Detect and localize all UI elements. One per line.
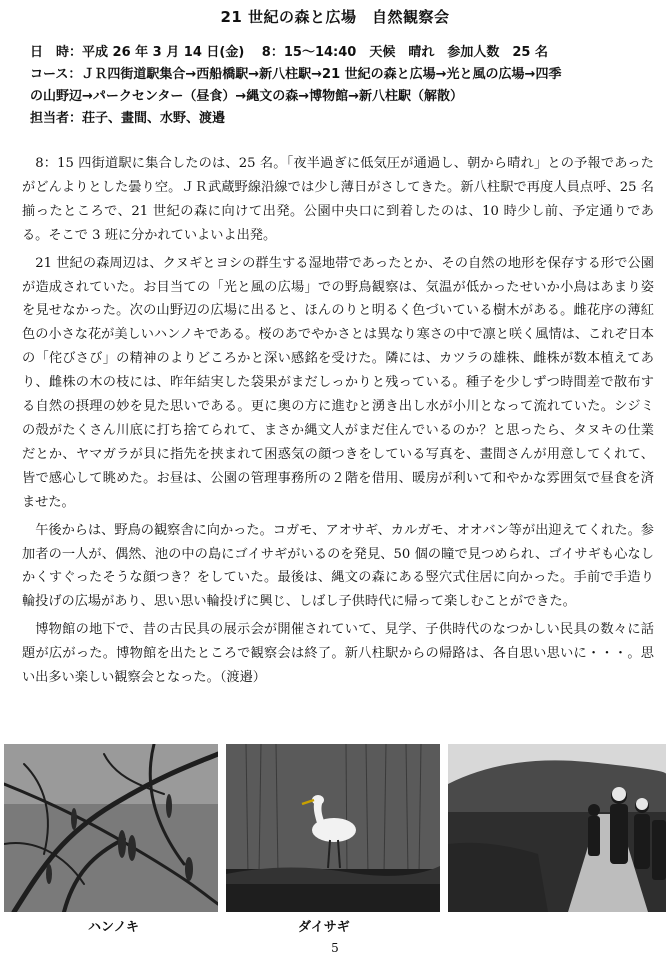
staff-label: 担当者：: [30, 111, 83, 126]
report-body: [22, 152, 654, 694]
page-title: 21 世紀の森と広場 自然観察会: [220, 8, 450, 26]
paragraph-3: 午後からは、野鳥の観察舎に向かった。コガモ、アオサギ、カルガモ、オオバン等が出迎えてくれた。参加者の一人が、偶然、池の中の島にゴイサギがいるのを発見、50 個の瞳で見つめられ、ゴイサギも心なしかくすぐったそうな顔つき？をしていた。最後は、縄文の森にある竪穴式住居に向かった。手前で手造り輪投げの広場があり、思い思い輪投げに興じ、しばし子供時代に帰って楽しむことができた。: [22, 522, 654, 610]
course-row-2: [30, 86, 660, 108]
course-value-line1: ＪＲ四街道駅集合→西船橋駅→新八柱駅→21 世紀の森と広場→光と風の広場→四季: [81, 67, 562, 82]
photo-egret: [226, 744, 440, 912]
photo-alder: [4, 744, 218, 912]
caption-egret: ダイサギ: [298, 920, 350, 935]
date-label: 日 時：: [30, 45, 83, 60]
course-row: [30, 64, 660, 86]
course-label: コース：: [30, 67, 82, 82]
staff-row: [30, 108, 660, 130]
event-info: [30, 42, 660, 130]
paragraph-1: 8：15 四街道駅に集合したのは、25 名。「夜半過ぎに低気圧が通過し、朝から晴れ」との予報であったがどんよりとした曇り空。ＪＲ武蔵野線沿線では少し薄日がさしてきた。新八柱駅で再度人員点呼、25 名揃ったところで、21 世紀の森に向けて出発。公園中央口に到着したのは、10 時少し前、予定通りである。そこで 3 班に分かれていよいよ出発。: [22, 156, 654, 243]
paragraph-4: 博物館の地下で、昔の古民具の展示会が開催されていて、見学、子供時代のなつかしい民具の数々に話題が広がった。博物館を出たところで観察会は終了。新八柱駅からの帰路は、各自思い思いに・・・。思い出多い楽しい観察会となった。（渡邉）: [22, 622, 654, 686]
date-row: [30, 42, 660, 64]
page-number: 5: [331, 941, 339, 955]
photo-boardwalk: [448, 744, 666, 912]
date-value: 平成 26 年 3 月 14 日(金) 8：15～14:40 天候 晴れ 参加人数 25 名: [82, 45, 548, 60]
paragraph-2: 21 世紀の森周辺は、クヌギとヨシの群生する湿地帯であったとか、その自然の地形を保存する形で公園が造成されていた。お目当ての「光と風の広場」での野鳥観察は、気温が低かったせいか小鳥はあまり姿を見せなかった。次の山野辺の広場に出ると、ほんのりと明るく色づいている樹木がある。雌花序の薄紅色の小さな花が美しいハンノキである。桜のあでやかさとは異なり寒さの中で凛と咲く風情は、これぞ日本の「侘びさび」の精神のよりどころかと深い感銘を受けた。隣には、カツラの雄株、雌株が数本植えてあり、雌株の木の枝には、昨年結実した袋果がまだしっかりと残っている。種子を少しずつ時間差で散布する自然の摂理の妙を見た思いである。更に奥の方に進むと湧き出し水が小川となって流れていた。シジミの殻がたくさん川底に打ち捨てられて、まさか縄文人がまだ住んでいるのか？と思ったら、タヌキの仕業だとか、ヤマガラが貝に指先を挟まれて困惑気の顔つきをしている写真を、畫間さんが用意してくれて、皆で感心して眺めた。お昼は、公園の管理事務所の２階を借用、暖房が利いて和やかな雰囲気で昼食を済ませた。: [22, 255, 654, 510]
staff-value: 荘子、畫間、水野、渡邉: [82, 111, 226, 126]
course-value-line2: の山野辺→パークセンター（昼食）→縄文の森→博物館→新八柱駅（解散）: [30, 89, 464, 104]
caption-alder: ハンノキ: [88, 920, 139, 935]
